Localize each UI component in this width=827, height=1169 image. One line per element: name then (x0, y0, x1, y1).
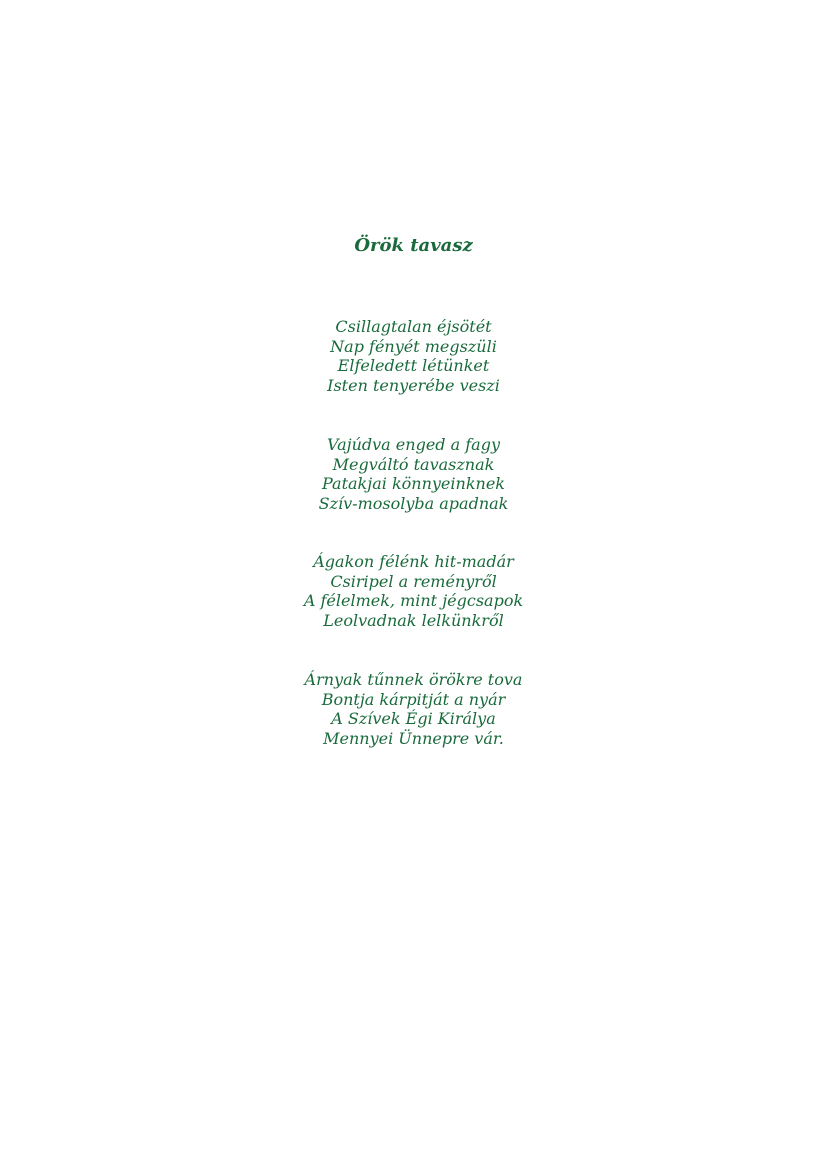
poem-line: Megváltó tavasznak (332, 454, 495, 474)
poem-line: Leolvadnak lelkünkről (323, 610, 504, 630)
poem-line: Csiripel a reményről (330, 571, 497, 591)
stanza-3 (0, 552, 827, 630)
poem-line: A Szívek Égi Királya (331, 709, 496, 728)
stanza-4 (0, 670, 827, 748)
poem-line: Bontja kárpitját a nyár (321, 689, 506, 709)
poem-line: Mennyei Ünnepre vár. (323, 728, 504, 748)
poem-line: Patakjai könnyeinknek (322, 474, 505, 493)
poem-line: Árnyak tűnnek örökre tova (304, 670, 523, 689)
poem-line: Szív-mosolyba apadnak (318, 493, 509, 513)
poem-line: Vajúdva enged a fagy (327, 435, 500, 454)
poem-line: Isten tenyerébe veszi (327, 375, 500, 395)
poem-title: Örök tavasz (354, 235, 473, 256)
stanza-2 (0, 435, 827, 513)
poem-line: Ágakon félénk hit-madár (313, 552, 514, 571)
poem-line: A félelmek, mint jégcsapok (303, 591, 524, 610)
poem-line: Csillagtalan éjsötét (335, 317, 492, 336)
poem-line: Nap fényét megszüli (330, 336, 497, 356)
poem-line: Elfeledett létünket (337, 356, 490, 375)
stanza-1 (0, 317, 827, 395)
